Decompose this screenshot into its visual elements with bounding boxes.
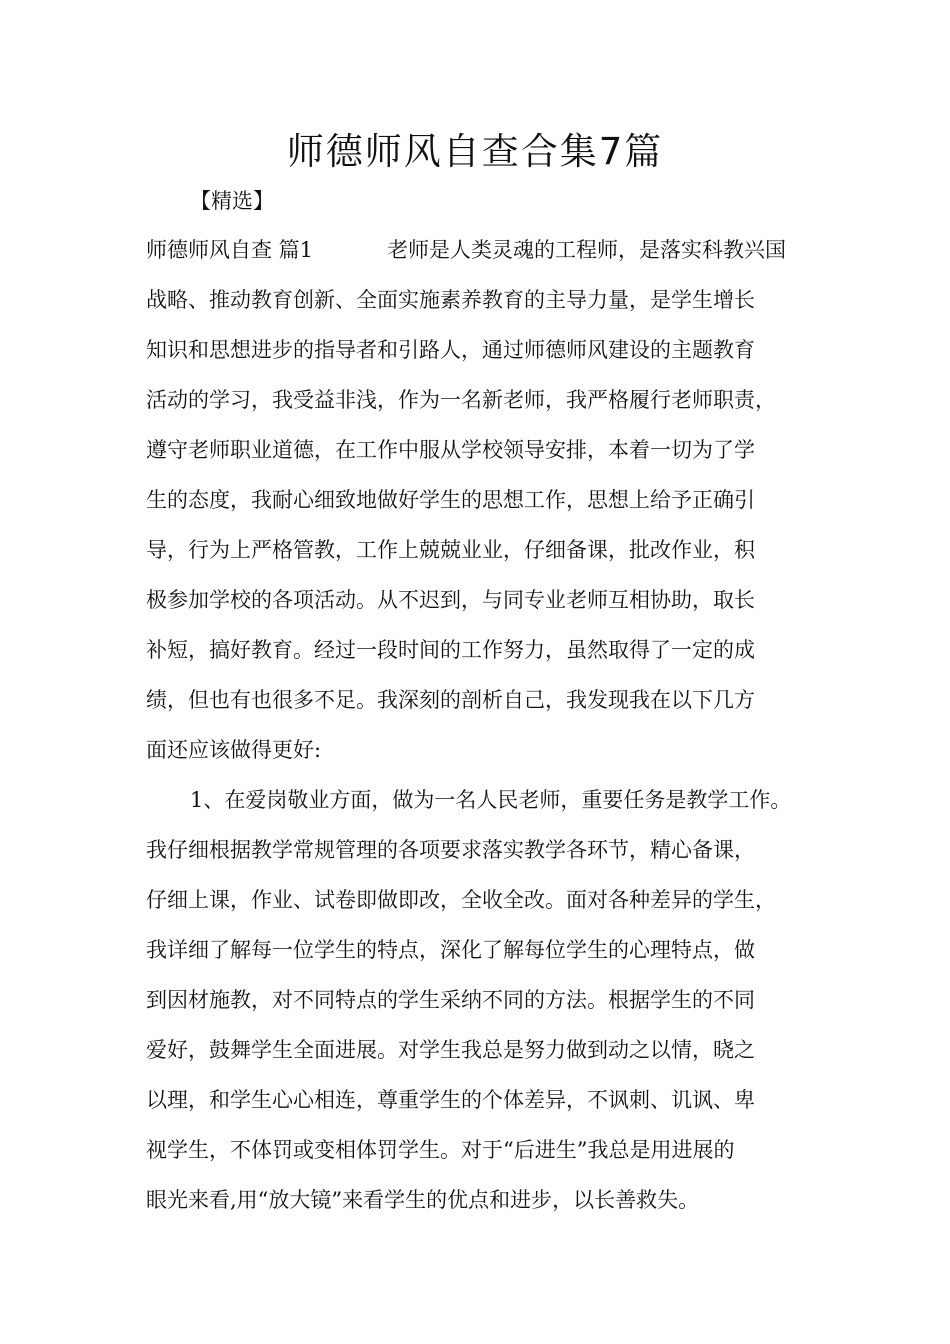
paragraph-line: 爱好，鼓舞学生全面进展。对学生我总是努力做到动之以情，晓之 <box>146 1038 755 1062</box>
paragraph-line: 导，行为上严格管教，工作上兢兢业业，仔细备课，批改作业，积 <box>146 538 755 562</box>
paragraph-line: 绩，但也有也很多不足。我深刻的剖析自己，我发现我在以下几方 <box>146 688 755 712</box>
paragraph-line: 补短，搞好教育。经过一段时间的工作努力，虽然取得了一定的成 <box>146 638 755 662</box>
paragraph-line: 生的态度，我耐心细致地做好学生的思想工作，思想上给予正确引 <box>146 488 755 512</box>
paragraph-line: 我详细了解每一位学生的特点，深化了解每位学生的心理特点，做 <box>146 938 755 962</box>
paragraph-line: 仔细上课，作业、试卷即做即改，全收全改。面对各种差异的学生， <box>146 888 776 912</box>
paragraph-line: 面还应该做得更好: <box>146 738 322 762</box>
paragraph-line: 遵守老师职业道德，在工作中服从学校领导安排，本着一切为了学 <box>146 438 755 462</box>
paragraph-line: 极参加学校的各项活动。从不迟到，与同专业老师互相协助，取长 <box>146 588 755 612</box>
paragraph-line <box>146 236 786 264</box>
paragraph-line: 活动的学习，我受益非浅，作为一名新老师，我严格履行老师职责， <box>146 388 776 412</box>
paragraph-line: 到因材施教，对不同特点的学生采纳不同的方法。根据学生的不同 <box>146 988 755 1012</box>
section-heading: 师德师风自查 篇1 <box>146 238 314 262</box>
tag-label: 【精选】 <box>190 189 274 213</box>
paragraph-line: 眼光来看,用“放大镜”来看学生的优点和进步，以长善救失。 <box>146 1188 700 1212</box>
paragraph-line: 视学生，不体罚或变相体罚学生。对于“后进生”我总是用进展的 <box>146 1138 735 1162</box>
paragraph-line: 1、在爱岗敬业方面，做为一名人民老师，重要任务是教学工作。 <box>190 788 792 812</box>
paragraph-line: 我仔细根据教学常规管理的各项要求落实教学各环节，精心备课， <box>146 838 755 862</box>
document-title: 师德师风自查合集7篇 <box>286 130 664 173</box>
paragraph-line: 以理，和学生心心相连，尊重学生的个体差异，不讽刺、讥讽、卑 <box>146 1088 755 1112</box>
paragraph-text: 老师是人类灵魂的工程师，是落实科教兴国 <box>387 238 787 262</box>
paragraph-line: 战略、推动教育创新、全面实施素养教育的主导力量，是学生增长 <box>146 288 755 312</box>
paragraph-line: 知识和思想进步的指导者和引路人，通过师德师风建设的主题教育 <box>146 338 755 362</box>
